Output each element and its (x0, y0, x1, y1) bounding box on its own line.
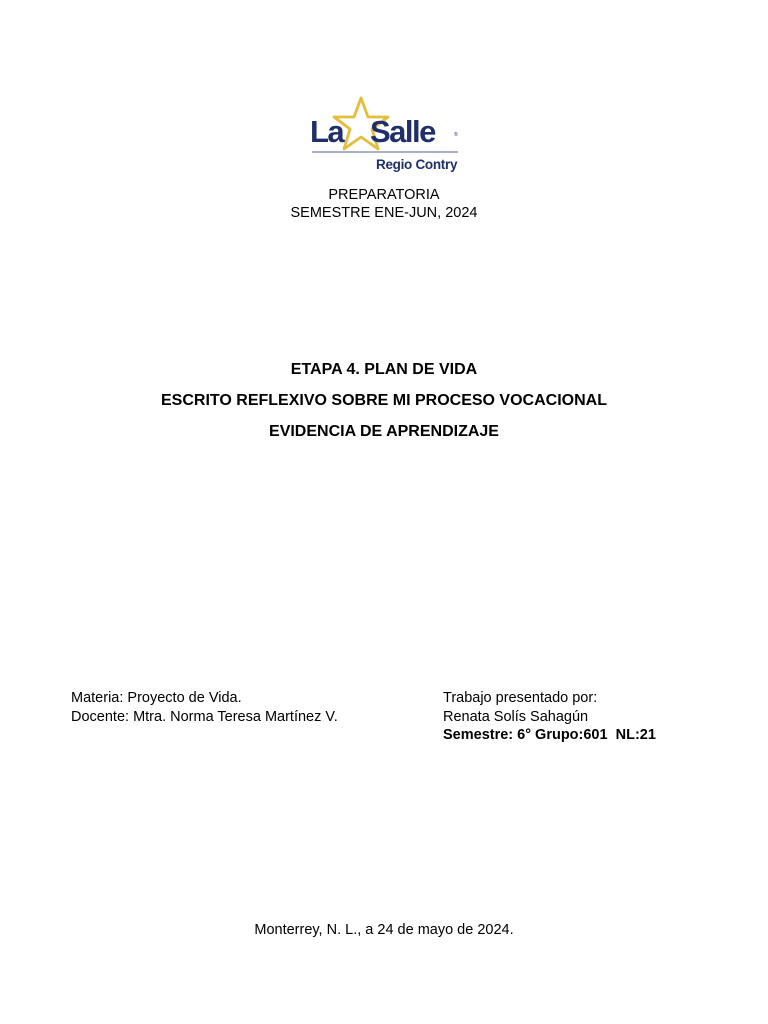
course-info (71, 689, 338, 726)
logo-word-salle: Salle (370, 114, 435, 149)
student-info (443, 689, 656, 745)
title-line-1: ETAPA 4. PLAN DE VIDA (290, 361, 478, 378)
group-line: Semestre: 6° Grupo:601 NL:21 (443, 727, 656, 743)
la-salle-logo-graphic (308, 96, 464, 176)
title-line-2: ESCRITO REFLEXIVO SOBRE MI PROCESO VOCACIONAL (161, 392, 607, 409)
logo-campus-name: Regio Contry (376, 157, 458, 172)
presented-by-line: Trabajo presentado por: (443, 690, 598, 706)
institution-header (0, 186, 768, 222)
title-line-3: EVIDENCIA DE APRENDIZAJE (269, 423, 499, 440)
school-level: PREPARATORIA (328, 187, 440, 203)
teacher-line: Docente: Mtra. Norma Teresa Martínez V. (71, 708, 338, 725)
semester-period: SEMESTRE ENE-JUN, 2024 (290, 205, 478, 221)
place-and-date: Monterrey, N. L., a 24 de mayo de 2024. (254, 922, 514, 938)
logo-trademark: ® (454, 132, 458, 138)
logo-word-la: La (310, 114, 344, 149)
student-name: Renata Solís Sahagún (443, 708, 589, 725)
la-salle-logo (308, 96, 464, 176)
document-titles (0, 360, 768, 453)
subject-line: Materia: Proyecto de Vida. (71, 690, 242, 706)
